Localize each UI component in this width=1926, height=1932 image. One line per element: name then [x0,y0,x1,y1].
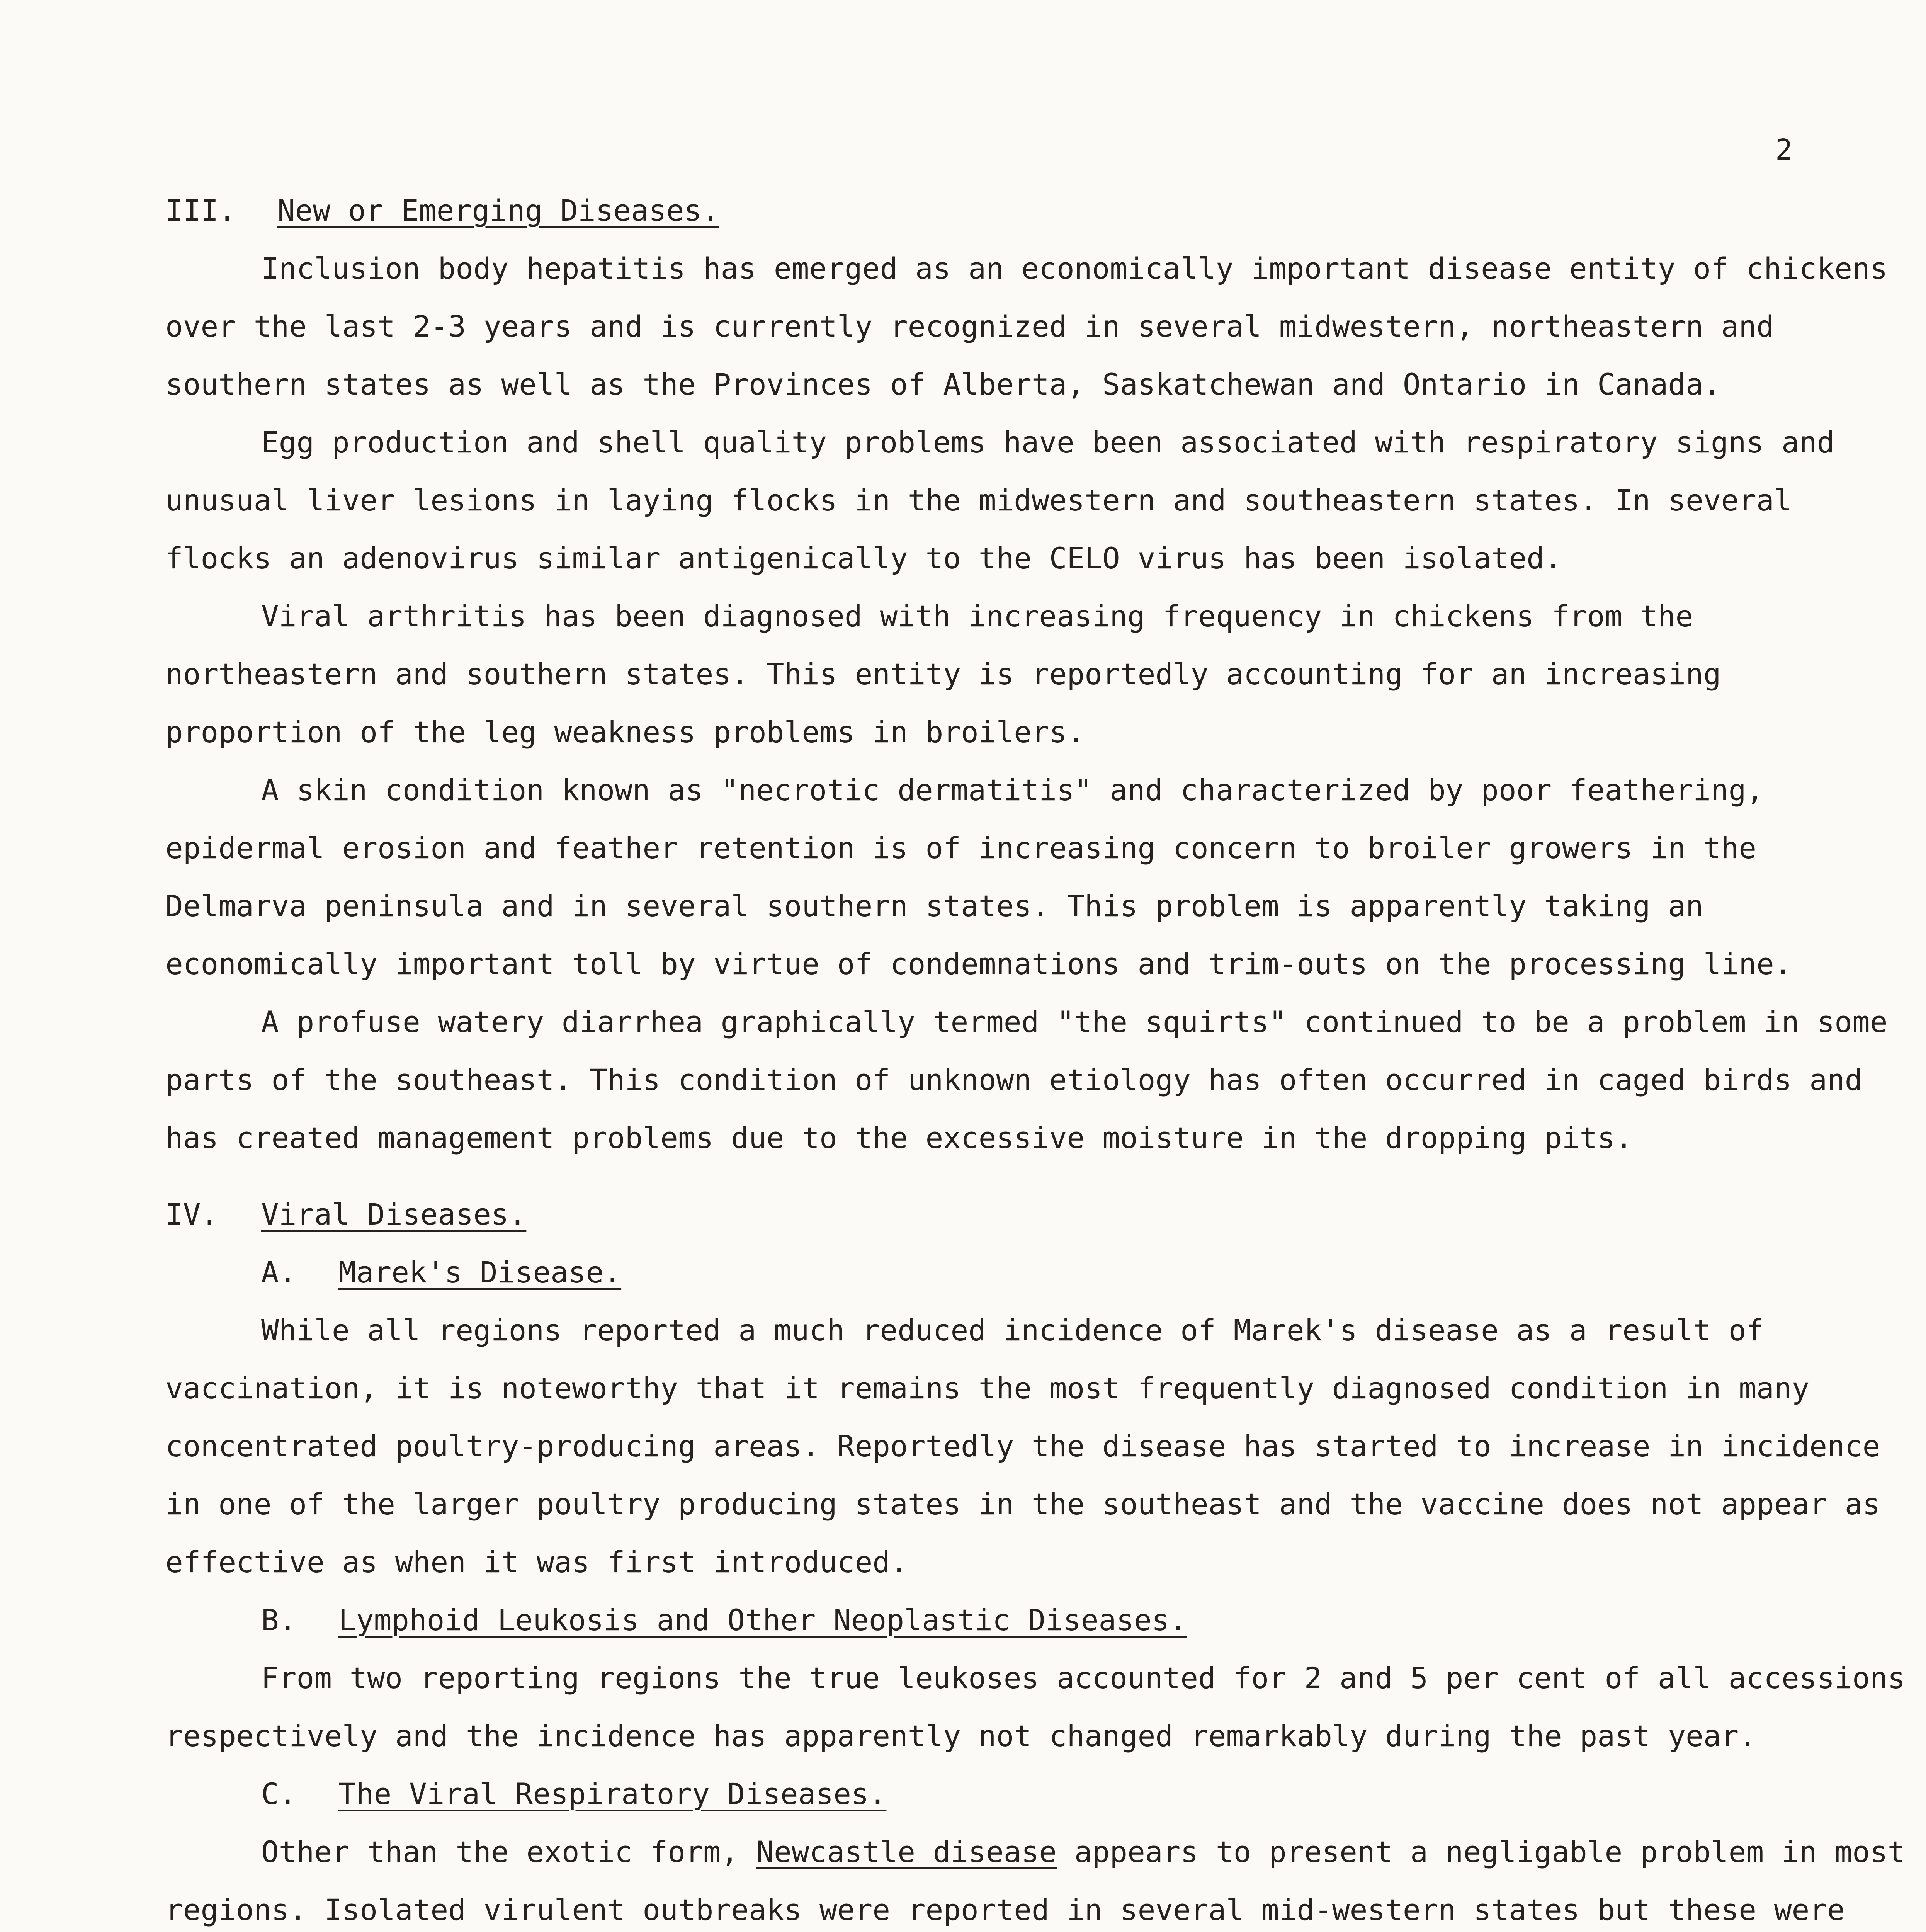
paragraph-leukosis: From two reporting regions the true leukoses accounted for 2 and 5 per cent of all accessions respectively and the incidence has apparently not changed remarkably during the past year. [165,1661,1906,1753]
paragraph-viral-respiratory [165,1823,1912,1932]
subsection-a-label: A. [261,1255,297,1289]
section-iv-title: Viral Diseases. [261,1197,527,1231]
page-number: 2 [1775,133,1793,167]
paragraph-inclusion-body-hepatitis: Inclusion body hepatitis has emerged as an economically important disease entity of chickens over the last 2-3 years and is currently recognized in several midwestern, northeastern and southern states as well as the Provinces of Alberta, Saskatchewan and Ontario in Canada. [165,251,1888,401]
text-run: appears to present a negligable problem in most regions. Isolated virulent outbreaks were reported in several mid-western states but these were [165,1835,1906,1927]
subsection-a-heading [165,1243,1912,1301]
section-iii-number: III. [165,193,236,228]
paragraph-necrotic-dermatitis: A skin condition known as "necrotic dermatitis" and characterized by poor feathering, epidermal erosion and feather retention is of increasing concern to broiler growers in the Delmarva peninsula and in several southern states. This problem is apparently taking an economically important toll by virtue of condemnations and trim-outs on the processing line. [165,773,1792,981]
paragraph-egg-production: Egg production and shell quality problems have been associated with respiratory signs and unusual liver lesions in laying flocks in the midwestern and southeastern states. In several flocks an adenovirus similar antigenically to the CELO virus has been isolated. [165,425,1835,575]
subsection-b-label: B. [261,1603,297,1637]
subsection-a-title: Marek's Disease. [338,1255,622,1289]
text-run: Other than the exotic form, [261,1835,739,1869]
paragraph-mareks-disease: While all regions reported a much reduced incidence of Marek's disease as a result of vaccination, it is noteworthy that it remains the most frequently diagnosed condition in many concentrated poultry-producing areas. Reportedly the disease has started to increase in incidence in one of the larger poultry producing states in the southeast and the vaccine does not appear as effective as when it was first introduced. [165,1313,1880,1579]
paragraph-the-squirts: A profuse watery diarrhea graphically termed "the squirts" continued to be a problem in some parts of the southeast. This condition of unknown etiology has often occurred in caged birds and has created management problems due to the excessive moisture in the dropping pits. [165,1005,1888,1155]
subsection-c-heading [165,1765,1912,1823]
subsection-c-label: C. [261,1777,297,1811]
section-iii-heading [165,182,1912,240]
subsection-b-title: Lymphoid Leukosis and Other Neoplastic Diseases. [338,1603,1187,1637]
subsection-c-title: The Viral Respiratory Diseases. [338,1777,887,1811]
term-newcastle-disease: Newcastle disease [756,1835,1057,1869]
subsection-b-heading [165,1591,1912,1649]
section-iv-number: IV. [165,1197,219,1231]
paragraph-viral-arthritis: Viral arthritis has been diagnosed with increasing frequency in chickens from the northeastern and southern states. This entity is reportedly accounting for an increasing proportion of the leg weakness problems in broilers. [165,599,1721,749]
section-iv-heading [165,1185,1912,1243]
section-iii-title: New or Emerging Diseases. [277,193,719,228]
body-text [165,182,1912,1932]
